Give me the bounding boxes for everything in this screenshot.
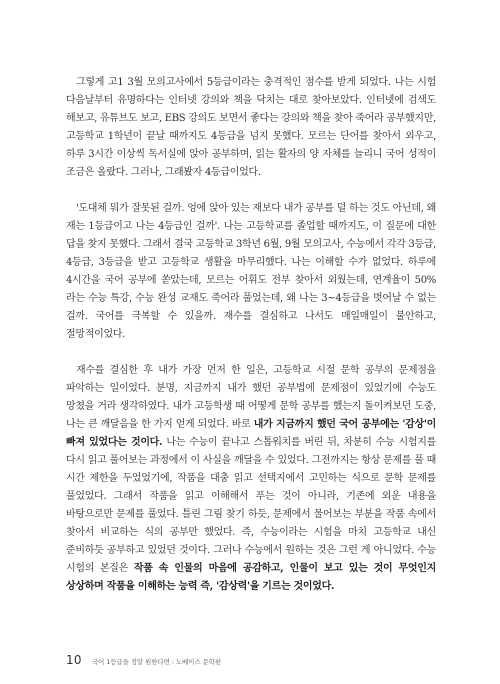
paragraph-3-text-a: 재수를 결심한 후 내가 가장 먼저 한 일은, 고등학교 시절 문학 공부의 문제점을 파악하는 일이었다. 분명, 지금까지 내가 했던 공부법에 문제점이 있었기에 수능도 망쳤을 거라 생각하였다. 내가 고등학생 때 어떻게 문학 공부를 했는지 돌이켜보던 도중, 나는 큰 깨달음을 한 가지 얻게 되었다. 바로 [66,365,436,430]
paragraph-1-text: 그렇게 고1 3월 모의고사에서 5등급이라는 충격적인 점수를 받게 되었다. 나는 시험 다음날부터 유명하다는 인터넷 강의와 책을 닥치는 대로 찾아보았다. 인터넷에 검색도 해보고, 유튜브도 보고, EBS 강의도 보면서 좋다는 강의와 책을 찾아 죽어라 공부했지만, 고등학교 1학년이 끝날 때까지도 4등급을 넘지 못했다. 모르는 단어를 찾아서 외우고, 하루 3시간 이상씩 독서실에 앉아 공부하며, 읽는 활자의 양 자체를 늘리니 국어 성적이 조금은 올랐다. 그러나, 그래봤자 4등급이었다. [66,77,436,178]
paragraph-3-text-b: 나는 수능이 끝나고 스톱워치를 버린 뒤, 차분히 수능 시험지를 다시 읽고 풀어보는 과정에서 이 사실을 깨달을 수 있었다. 그전까지는 항상 문제를 풀 때 시간 제한을 두었었기에, 작품을 대충 읽고 선택지에서 고민하는 식으로 문학 문제를 풀었었다. 그래서 작품을 읽고 이해해서 푸는 것이 아니라, 기존에 외운 내용을 바탕으로만 문제를 풀었다. 틀린 그림 찾기 하듯, 문제에서 물어보는 부분을 작품 속에서 찾아서 비교하는 식의 공부만 했었다. 즉, 수능이라는 시험을 마치 고등학교 내신 준비하듯 공부하고 있었던 것이다. 그러나 수능에서 원하는 것은 그런 게 아니었다. 수능 시험의 본질은 [66,437,436,574]
paragraph-3-emphasis-b: 작품 속 인물의 마음에 공감하고, 인물이 보고 있는 것이 무엇인지 상상하며 작품을 이해하는 능력 즉, '감상력'을 기르는 것이었다. [66,563,436,592]
body-text [66,74,436,614]
page-footer [66,653,221,667]
paragraph-3 [66,362,436,596]
running-title: 국어 1등급을 정말 원한다면 : 노베이스 문학편 [91,658,222,666]
paragraph-2-text: '도대체 뭐가 잘못된 걸까. 엉에 앉아 있는 재보다 내가 공부를 덜 하는 것도 아닌데, 왜 재는 1등급이고 나는 4등급인 걸까'. 나는 고등학교를 졸업할 때까지도, 이 질문에 대한 답을 찾지 못했다. 그래서 결국 고등학교 3학년 6월, 9월 모의고사, 수능에서 각각 3등급, 4등급, 3등급을 받고 고등학교 생활을 마무리했다. 나는 이해할 수가 없었다. 하루에 4시간을 국어 공부에 쏟았는데, 모르는 어휘도 전부 찾아서 외웠는데, 연계율이 50%라는 수능 특강, 수능 완성 교재도 죽어라 풀었는데, 왜 나는 3~4등급을 벗어날 수 없는 걸까. 국어를 극복할 수 있을까. 재수를 결심하고 나서도 매일매일이 불안하고, 절망적이었다. [66,203,436,340]
paragraph-2 [66,200,436,344]
page-number: 10 [66,653,82,667]
paragraph-3-emphasis-a: 내가 지금까지 했던 국어 공부에는 '감상'이 빠져 있었다는 것이다. [66,419,436,448]
paragraph-1 [66,74,436,182]
